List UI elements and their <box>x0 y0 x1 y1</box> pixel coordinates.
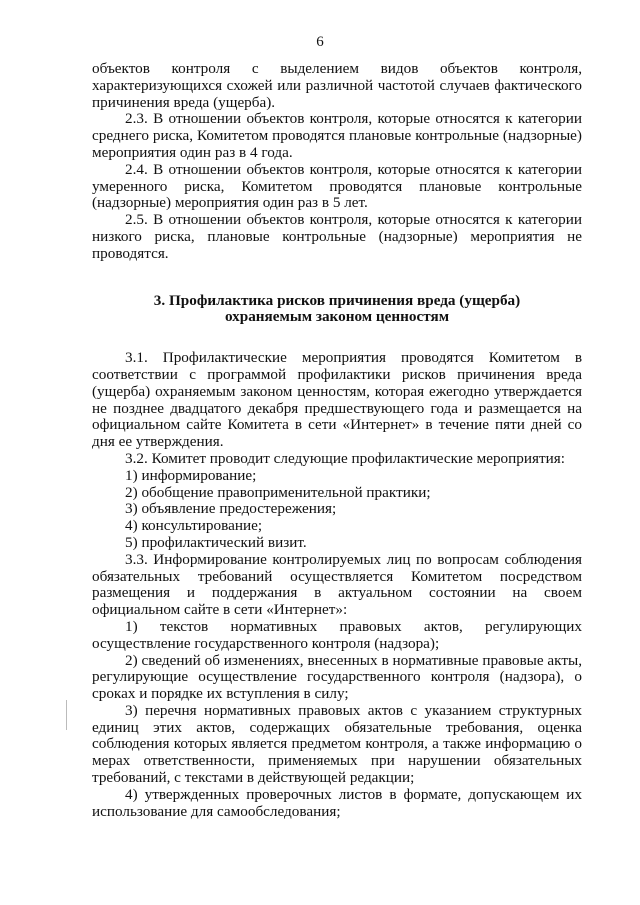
list-item: 2) сведений об изменениях, внесенных в нормативные правовые акты, регулирующие осуществление государственного контроля (надзора), о сроках и порядке их вступления в силу; <box>92 651 582 703</box>
paragraph-3-1: 3.1. Профилактические мероприятия проводятся Комитетом в соответствии с программой профилактики рисков причинения вреда (ущерба) охраняемым законом ценностям, которая ежегодно утверждается не позднее двадцатого декабря предшествующего года и размещается на официальном сайте Комитета в сети «Интернет» в течение пяти дней со дня ее утверждения. <box>92 349 582 451</box>
section-3-heading <box>92 293 582 327</box>
paragraph-2-4: 2.4. В отношении объектов контроля, которые относятся к категории умеренного риска, Комитетом проводятся плановые контрольные (надзорные) мероприятия один раз в 5 лет. <box>92 160 582 212</box>
paragraph-2-3: 2.3. В отношении объектов контроля, которые относятся к категории среднего риска, Комитетом проводятся плановые контрольные (надзорные) мероприятия один раз в 4 года. <box>92 110 582 161</box>
paragraph-3-3: 3.3. Информирование контролируемых лиц по вопросам соблюдения обязательных требований осуществляется Комитетом посредством размещения и поддержания в актуальном состоянии на своем официальном сайте в сети «Интернет»: <box>92 550 582 619</box>
list-item: 5) профилактический визит. <box>125 533 307 551</box>
section-heading-line-1: 3. Профилактика рисков причинения вреда (ущерба) <box>153 291 521 309</box>
margin-mark <box>66 700 67 730</box>
document-body <box>92 61 582 820</box>
page-number: 6 <box>316 34 324 50</box>
list-item: 2) обобщение правоприменительной практики; <box>125 483 431 501</box>
list-item: 4) утвержденных проверочных листов в формате, допускающем их использование для самообследования; <box>92 785 582 820</box>
intro-paragraph: объектов контроля с выделением видов объектов контроля, характеризующихся схожей или различной частотой случаев фактического причинения вреда (ущерба). <box>92 60 582 111</box>
section-heading-line-2: охраняемым законом ценностям <box>224 308 450 326</box>
list-item: 1) информирование; <box>125 466 257 484</box>
paragraph-2-5: 2.5. В отношении объектов контроля, которые относятся к категории низкого риска, плановые контрольные (надзорные) мероприятия не проводятся. <box>92 211 582 262</box>
list-item: 4) консультирование; <box>125 517 263 535</box>
paragraph-3-2: 3.2. Комитет проводит следующие профилактические мероприятия: <box>125 449 565 467</box>
list-item: 1) текстов нормативных правовых актов, регулирующих осуществление государственного контроля (надзора); <box>92 617 582 652</box>
list-item: 3) объявление предостережения; <box>125 500 337 518</box>
list-item: 3) перечня нормативных правовых актов с указанием структурных единиц этих актов, содержащих обязательные требования, оценка соблюдения которых является предметом контроля, а также информацию о мерах ответственности, применяемых при нарушении обязательных требований, с текстами в действующей редакции; <box>92 701 582 787</box>
